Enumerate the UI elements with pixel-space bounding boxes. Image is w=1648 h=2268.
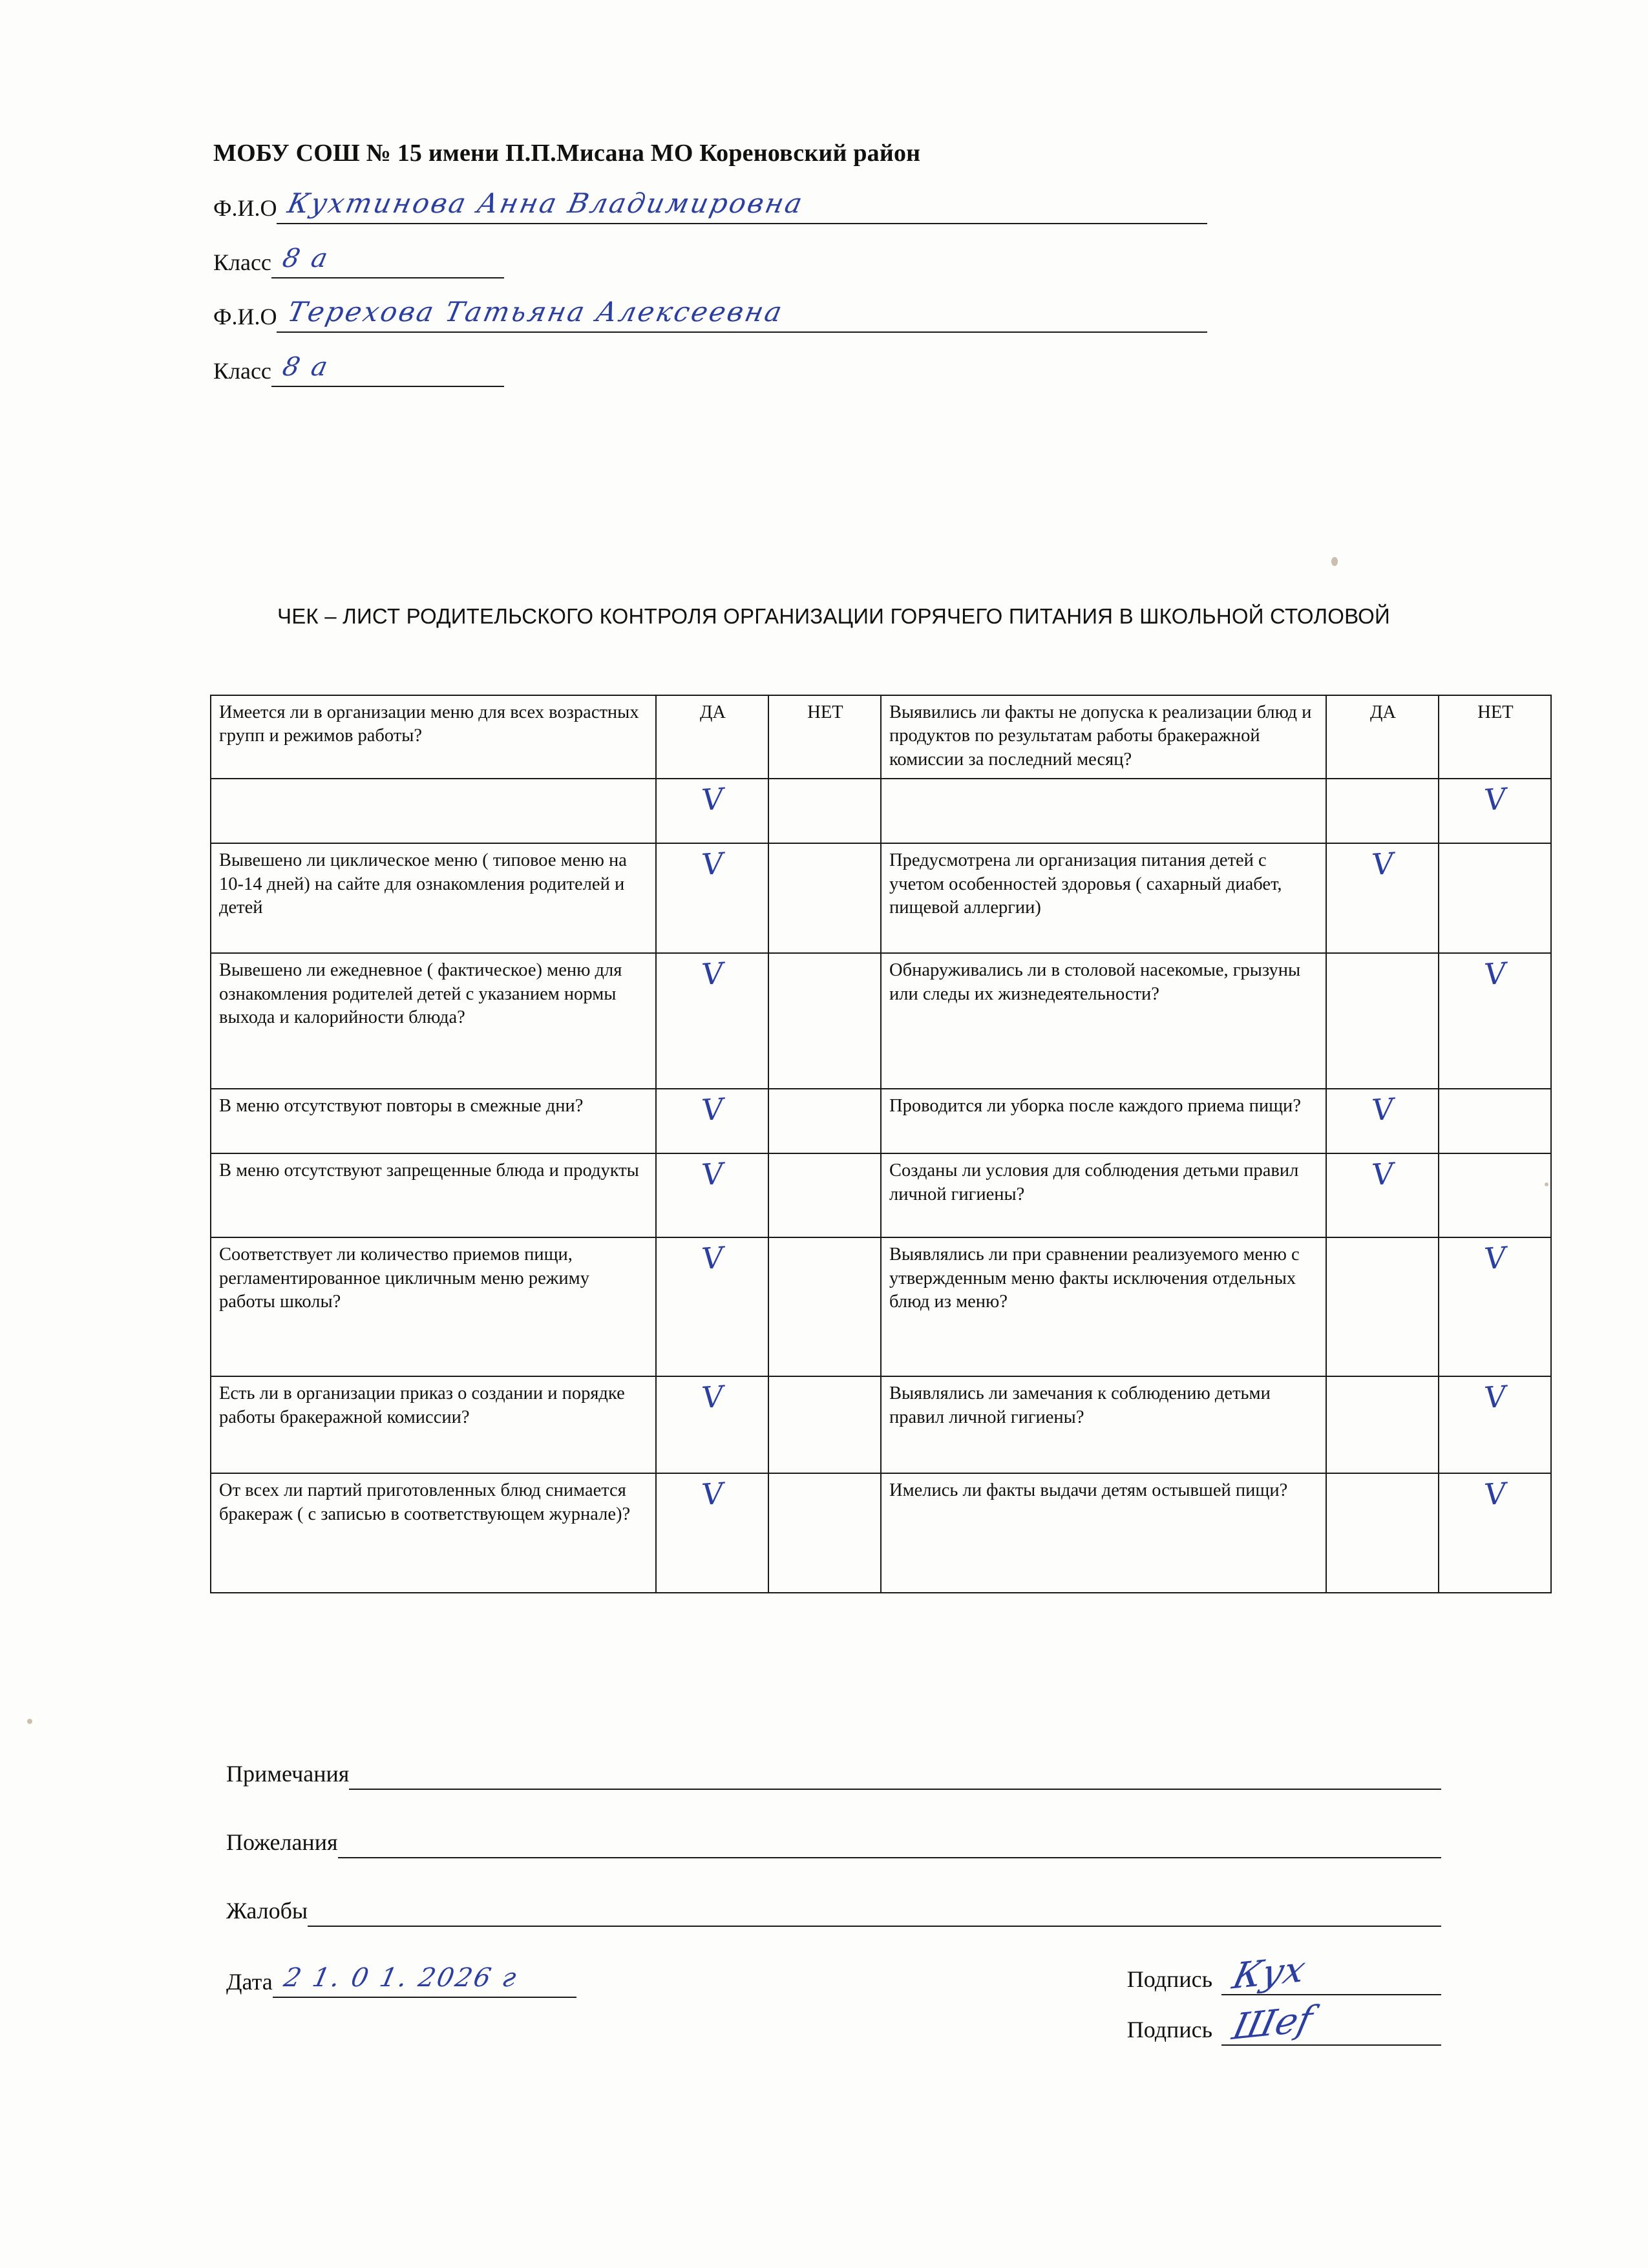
answer-yes-left[interactable]	[656, 953, 768, 1089]
answer-yes-left[interactable]	[656, 1376, 768, 1473]
answer-yes-right[interactable]	[1326, 1153, 1439, 1237]
check-mark: V	[700, 1156, 726, 1193]
class-label-1: Класс	[213, 249, 271, 275]
answer-no-right[interactable]	[1439, 1473, 1551, 1593]
date-label: Дата	[226, 1969, 273, 1995]
check-mark: V	[700, 956, 726, 992]
column-header-no-right: НЕТ	[1439, 695, 1551, 779]
class-handwriting-2: 8 а	[280, 352, 332, 382]
signature-row-2	[1028, 1995, 1441, 2046]
check-mark: V	[1483, 781, 1508, 818]
check-mark: V	[700, 1240, 726, 1277]
complaints-input[interactable]	[308, 1893, 1441, 1927]
paper-speck	[1331, 557, 1338, 566]
checklist-table	[210, 695, 1552, 1593]
fio-handwriting-1: Кухтинова Анна Владимировна	[285, 187, 807, 219]
signature-input-1[interactable]	[1221, 1948, 1441, 1998]
wishes-input[interactable]	[338, 1825, 1441, 1858]
answer-no-left[interactable]	[768, 843, 881, 953]
field-row-class-2	[213, 347, 1441, 387]
answer-yes-left[interactable]	[656, 1089, 768, 1153]
answer-no-right[interactable]	[1439, 1089, 1551, 1153]
footer-block	[226, 1745, 1441, 2048]
question-left: В меню отсутствуют запрещенные блюда и продукты	[211, 1153, 656, 1237]
answer-no-right[interactable]	[1439, 779, 1551, 843]
answer-yes-right[interactable]	[1326, 1376, 1439, 1473]
question-right	[881, 779, 1326, 843]
date-row	[226, 1948, 1441, 2048]
question-right: Предусмотрена ли организация питания детей с учетом особенностей здоровья ( сахарный диабет, пищевой аллергии)	[881, 843, 1326, 953]
answer-yes-right[interactable]	[1326, 1237, 1439, 1376]
signature-handwriting-2: Шef	[1229, 1999, 1316, 2048]
column-header-yes-left: ДА	[656, 695, 768, 779]
question-left: Имеется ли в организации меню для всех возрастных групп и режимов работы?	[211, 695, 656, 779]
class-label-2: Класс	[213, 358, 271, 384]
answer-yes-left[interactable]	[656, 1237, 768, 1376]
field-row-class-1	[213, 238, 1441, 278]
table-row	[211, 695, 1551, 779]
answer-yes-left[interactable]	[656, 1153, 768, 1237]
answer-no-left[interactable]	[768, 953, 881, 1089]
check-mark: V	[700, 1091, 726, 1128]
check-mark: V	[1370, 846, 1396, 883]
class-handwriting-1: 8 а	[280, 244, 332, 273]
complaints-row	[226, 1882, 1441, 1927]
page-title: ЧЕК – ЛИСТ РОДИТЕЛЬСКОГО КОНТРОЛЯ ОРГАНИЗАЦИИ ГОРЯЧЕГО ПИТАНИЯ В ШКОЛЬНОЙ СТОЛОВОЙ	[277, 604, 1390, 628]
signature-row-1	[1028, 1945, 1441, 1998]
fio-input-1[interactable]	[277, 189, 1207, 224]
question-left: Есть ли в организации приказ о создании и порядке работы бракеражной комиссии?	[211, 1376, 656, 1473]
fio-handwriting-2: Терехова Татьяна Алексеевна	[285, 296, 787, 328]
answer-no-left[interactable]	[768, 1237, 881, 1376]
table-row	[211, 1376, 1551, 1473]
question-right: Созданы ли условия для соблюдения детьми правил личной гигиены?	[881, 1153, 1326, 1237]
answer-yes-right[interactable]	[1326, 843, 1439, 953]
answer-no-right[interactable]	[1439, 953, 1551, 1089]
check-mark: V	[1483, 956, 1508, 992]
answer-yes-left[interactable]	[656, 843, 768, 953]
school-title: МОБУ СОШ № 15 имени П.П.Мисана МО Кореновский район	[213, 140, 921, 167]
question-left: Соответствует ли количество приемов пищи, регламентированное цикличным меню режиму работы школы?	[211, 1237, 656, 1376]
paper-speck	[27, 1719, 32, 1724]
question-left: В меню отсутствуют повторы в смежные дни?	[211, 1089, 656, 1153]
question-right: Имелись ли факты выдачи детям остывшей пищи?	[881, 1473, 1326, 1593]
class-input-2[interactable]	[271, 352, 504, 387]
signature-input-2[interactable]	[1221, 1999, 1441, 2048]
field-row-fio-2	[213, 293, 1441, 333]
date-input[interactable]	[273, 1962, 576, 1998]
signature-handwriting-1: Кух	[1229, 1948, 1310, 1998]
question-left: Вывешено ли циклическое меню ( типовое меню на 10-14 дней) на сайте для ознакомления родителей и детей	[211, 843, 656, 953]
complaints-label: Жалобы	[226, 1898, 308, 1924]
table-row	[211, 1153, 1551, 1237]
column-header-no-left: НЕТ	[768, 695, 881, 779]
signature-label-2: Подпись	[1126, 2017, 1212, 2042]
answer-no-left[interactable]	[768, 1153, 881, 1237]
fio-label-2: Ф.И.О	[213, 304, 277, 330]
checklist-table-wrapper	[210, 695, 1514, 1593]
check-mark: V	[1370, 1091, 1396, 1128]
answer-no-right[interactable]	[1439, 843, 1551, 953]
question-right: Обнаруживались ли в столовой насекомые, грызуны или следы их жизнедеятельности?	[881, 953, 1326, 1089]
table-row	[211, 843, 1551, 953]
question-left	[211, 779, 656, 843]
check-mark: V	[1483, 1240, 1508, 1277]
answer-yes-left[interactable]	[656, 1473, 768, 1593]
check-mark: V	[700, 1379, 726, 1416]
answer-yes-right[interactable]	[1326, 1089, 1439, 1153]
question-left: От всех ли партий приготовленных блюд снимается бракераж ( с записью в соответствующем журнале)?	[211, 1473, 656, 1593]
table-row	[211, 953, 1551, 1089]
date-handwriting: 2 1. 0 1. 2026 г	[280, 1963, 521, 1993]
signature-label-1: Подпись	[1126, 1966, 1212, 1992]
check-mark: V	[700, 781, 726, 818]
fio-label-1: Ф.И.О	[213, 195, 277, 221]
header-block	[213, 139, 1441, 401]
question-right: Выявились ли факты не допуска к реализации блюд и продуктов по результатам работы бракеражной комиссии за последний месяц?	[881, 695, 1326, 779]
table-row	[211, 1237, 1551, 1376]
wishes-row	[226, 1813, 1441, 1858]
answer-yes-right[interactable]	[1326, 1473, 1439, 1593]
check-mark: V	[1370, 1156, 1396, 1193]
check-mark: V	[700, 1476, 726, 1513]
check-mark: V	[1483, 1379, 1508, 1416]
class-input-1[interactable]	[271, 244, 504, 278]
answer-no-right[interactable]	[1439, 1376, 1551, 1473]
answer-no-right[interactable]	[1439, 1237, 1551, 1376]
question-right: Проводится ли уборка после каждого приема пищи?	[881, 1089, 1326, 1153]
check-mark: V	[1483, 1476, 1508, 1513]
answer-yes-left[interactable]	[656, 779, 768, 843]
field-row-fio-1	[213, 184, 1441, 224]
column-header-yes-right: ДА	[1326, 695, 1439, 779]
table-row	[211, 1089, 1551, 1153]
answer-yes-right[interactable]	[1326, 779, 1439, 843]
answer-no-left[interactable]	[768, 1089, 881, 1153]
notes-label: Примечания	[226, 1761, 350, 1787]
notes-row	[226, 1745, 1441, 1790]
wishes-label: Пожелания	[226, 1829, 338, 1855]
table-row	[211, 1473, 1551, 1593]
question-right: Выявлялись ли замечания к соблюдению детьми правил личной гигиены?	[881, 1376, 1326, 1473]
answer-no-left[interactable]	[768, 1376, 881, 1473]
answer-no-right[interactable]	[1439, 1153, 1551, 1237]
answer-no-left[interactable]	[768, 1473, 881, 1593]
fio-input-2[interactable]	[277, 298, 1207, 333]
check-mark: V	[700, 846, 726, 883]
question-left: Вывешено ли ежедневное ( фактическое) меню для ознакомления родителей детей с указанием нормы выхода и калорийности блюда?	[211, 953, 656, 1089]
question-right: Выявлялись ли при сравнении реализуемого меню с утвержденным меню факты исключения отдельных блюд из меню?	[881, 1237, 1326, 1376]
answer-yes-right[interactable]	[1326, 953, 1439, 1089]
table-row	[211, 779, 1551, 843]
notes-input[interactable]	[349, 1756, 1441, 1790]
answer-no-left[interactable]	[768, 779, 881, 843]
signature-block	[1028, 1945, 1441, 2046]
